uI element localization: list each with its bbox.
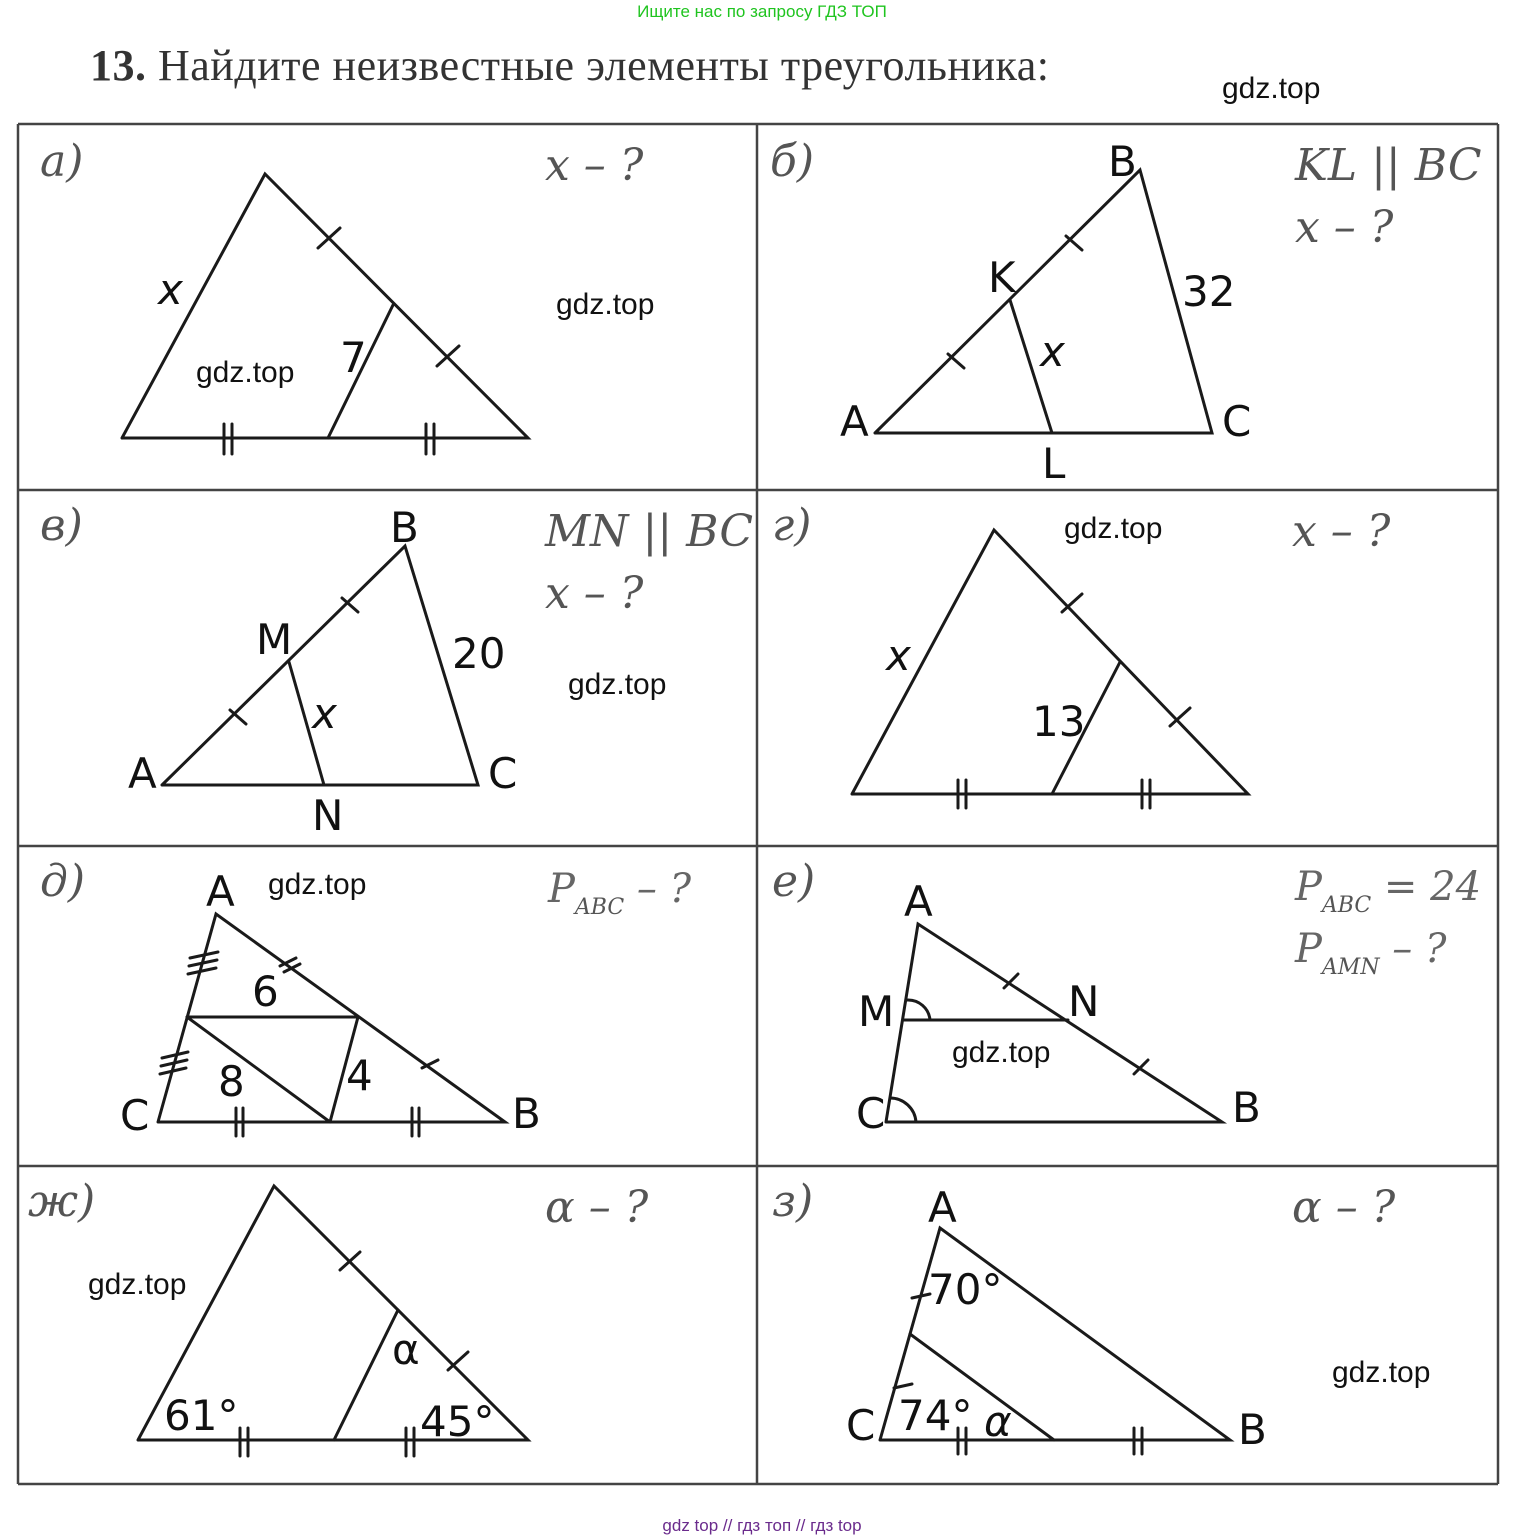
watermark: gdz.top	[952, 1036, 1051, 1069]
cell-zh-label: ж)	[28, 1176, 96, 1227]
cell-v-vertex-A: A	[128, 749, 157, 798]
cell-a-label: а)	[40, 136, 84, 187]
watermark: gdz.top	[556, 288, 655, 321]
cell-zh-angle2: 45°	[420, 1397, 495, 1446]
cell-v-vertex-M: M	[256, 615, 293, 664]
cell-d-s8: 8	[218, 1057, 245, 1106]
cell-b-cond: KL || BC	[1295, 140, 1482, 191]
cell-z-vertex-C: C	[846, 1401, 876, 1450]
cell-b-label: б)	[770, 136, 815, 187]
cell-zh-question: α – ?	[545, 1182, 649, 1233]
cell-v-cond: MN || BC	[545, 506, 753, 557]
cell-z-question: α – ?	[1292, 1182, 1396, 1233]
cell-z-alpha: α	[984, 1397, 1012, 1446]
cell-g-question: x – ?	[1292, 506, 1391, 557]
cell-zh-alpha: α	[392, 1325, 420, 1374]
problem-text: Найдите неизвестные элементы треугольника:	[158, 41, 1050, 90]
cell-e-figure	[886, 924, 1222, 1122]
cell-d-question: $P_{ABC}$ – ?	[548, 866, 692, 920]
cell-d-vertex-A: A	[206, 867, 235, 916]
cell-e-vertex-B: B	[1232, 1083, 1261, 1132]
cell-b-vertex-A: A	[840, 397, 869, 446]
cell-d-s6: 6	[252, 967, 279, 1016]
cell-v-side: 20	[452, 629, 506, 678]
watermark: gdz.top	[1064, 512, 1163, 545]
watermark: gdz.top	[1332, 1356, 1431, 1389]
cell-v-x: x	[312, 689, 337, 738]
cell-d-vertex-B: B	[512, 1089, 541, 1138]
cell-g-label: г)	[772, 500, 812, 551]
cell-a-seg: 7	[340, 333, 367, 382]
cell-e-given: $P_{ABC} = 24$	[1295, 864, 1482, 918]
cell-b-side: 32	[1182, 267, 1236, 316]
cell-g-figure	[852, 530, 1248, 808]
cell-zh-angle1: 61°	[164, 1391, 239, 1440]
cell-b-vertex-K: K	[988, 253, 1016, 302]
cell-b-vertex-C: C	[1222, 397, 1252, 446]
cell-b-vertex-B: B	[1108, 137, 1137, 186]
footer-links[interactable]: gdz top // гдз топ // гдз top	[662, 1516, 862, 1535]
cell-d-vertex-C: C	[120, 1091, 150, 1140]
cell-e-vertex-C: C	[856, 1089, 886, 1138]
cell-z-vertex-B: B	[1238, 1405, 1267, 1454]
cell-b-question: x – ?	[1295, 202, 1394, 253]
problem-number: 13.	[90, 41, 147, 90]
cell-e-question: $P_{AMN}$ – ?	[1295, 926, 1447, 980]
cell-e-label: е)	[772, 856, 816, 907]
cell-b-figure	[875, 170, 1212, 433]
cell-v-vertex-B: B	[390, 503, 419, 552]
cell-v-vertex-N: N	[312, 791, 344, 840]
cell-e-vertex-A: A	[904, 877, 933, 926]
cell-z-label: з)	[772, 1176, 814, 1227]
cell-b-vertex-L: L	[1042, 439, 1066, 488]
table-grid	[18, 124, 1498, 1484]
cell-a-x: x	[158, 265, 183, 314]
watermark: gdz.top	[568, 668, 667, 701]
watermark: gdz.top	[268, 868, 367, 901]
cell-e-vertex-N: N	[1068, 977, 1100, 1026]
cell-g-seg: 13	[1032, 697, 1086, 746]
cell-v-label: в)	[40, 500, 83, 551]
header-search-link[interactable]: Ищите нас по запросу ГДЗ ТОП	[637, 2, 887, 21]
cell-e-vertex-M: M	[858, 987, 895, 1036]
cell-z-angle1: 70°	[928, 1265, 1003, 1314]
cell-z-vertex-A: A	[928, 1183, 957, 1232]
watermark: gdz.top	[196, 356, 295, 389]
cell-d-label: д)	[40, 856, 86, 907]
cell-a-question: x – ?	[545, 140, 644, 191]
cell-g-x: x	[886, 631, 911, 680]
cell-z-angle2: 74°	[898, 1391, 973, 1440]
watermark: gdz.top	[88, 1268, 187, 1301]
cell-b-x: x	[1040, 327, 1065, 376]
cell-d-s4: 4	[346, 1051, 373, 1100]
cell-d-figure	[158, 914, 505, 1136]
cell-v-question: x – ?	[545, 568, 644, 619]
cell-v-figure	[162, 546, 478, 785]
cell-v-vertex-C: C	[488, 749, 518, 798]
cell-a-figure	[122, 174, 528, 454]
watermark: gdz.top	[1222, 72, 1321, 105]
